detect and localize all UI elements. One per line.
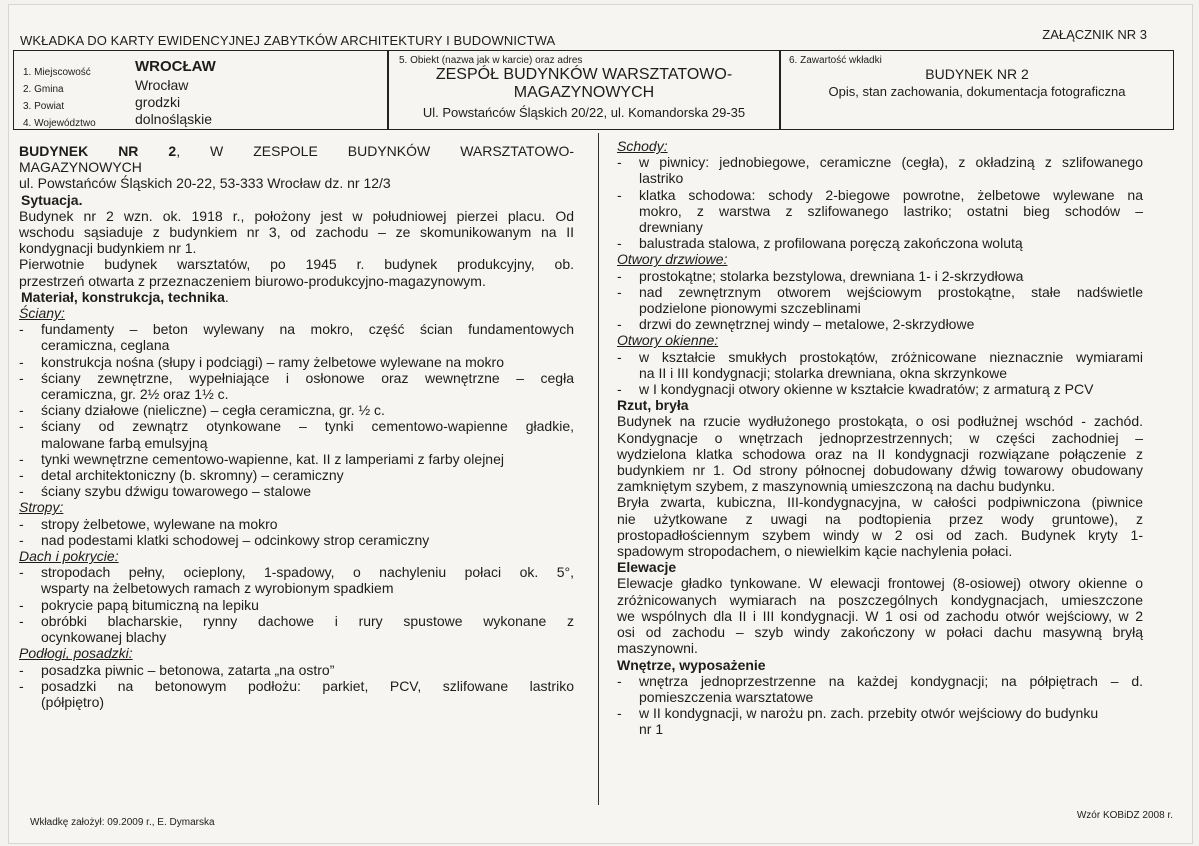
list-item: - obróbki blacharskie, rynny dachowe i rury spustowe wykonane z (19, 612, 574, 629)
sytuacja-line: przestrzeń otwarta z przeznaczeniem biurowo-produkcyjno-magazynowym. (19, 272, 486, 289)
drzwi-heading: Otwory drzwiowe: (617, 251, 728, 268)
material-heading: Materiał, konstrukcja, technika (21, 288, 225, 305)
list-item: - nad zewnętrznym otworem wejściowym prostokątne, stałe nadświetle (617, 283, 1143, 300)
rzut-line: budynkiem nr 1. Od strony północnej dobudowany dźwig towarowy obudowany (617, 462, 1143, 479)
stropy-heading: Stropy: (19, 499, 64, 516)
wojewodztwo-value: dolnośląskie (135, 111, 213, 127)
list-item: - w piwnicy: jednobiegowe, ceramiczne (cegła), z okładziną z szlifowanego (617, 154, 1143, 171)
building-title-line2: MAGAZYNOWYCH (19, 159, 142, 176)
wojewodztwo-label: 4. Województwo (23, 118, 96, 129)
elewacje-line: zróżnicowanych wymiarach na poszczególnych kondygnacjach, umieszczone (617, 591, 1143, 608)
list-item: - detal architektoniczny (b. skromny) – ceramiczny (19, 467, 344, 484)
list-item-cont: wsparty na żelbetowych ramach z wyrobionym spadkiem (41, 580, 394, 597)
list-item-cont: malowane farbą emulsyjną (41, 434, 208, 451)
list-item-cont: ocynkowanej blachy (41, 629, 167, 646)
gmina-label: 2. Gmina (23, 84, 64, 95)
list-item: - w II kondygnacji, w narożu pn. zach. przebity otwór wejściowy do budynku (617, 705, 1099, 722)
elewacje-line: we wspólnych dla II i III kondygnacji. W 1 osi od zachodu otwór wejściowy, w 2 (617, 607, 1143, 624)
list-item-cont: ceramiczna, gr. 2½ oraz 1½ c. (41, 386, 229, 403)
rzut-line: Kondygnacje o wnętrzach jednoprzestrzennych; w części zachodniej – (617, 429, 1143, 446)
list-item: - stropodach pełny, ocieplony, 1-spadowy, o nachyleniu połaci ok. 5°, (19, 564, 574, 581)
powiat-value: grodzki (135, 94, 181, 110)
list-item: - fundamenty – beton wylewany na mokro, część ścian fundamentowych (19, 321, 574, 338)
document-title: WKŁADKA DO KARTY EWIDENCYJNEJ ZABYTKÓW ARCHITEKTURY I BUDOWNICTWA (20, 33, 556, 48)
object-name-line1: ZESPÓŁ BUDYNKÓW WARSZTATOWO- (435, 66, 733, 83)
rzut-line: wydzielona klatka schodowa oraz na II kondygnacji rozwiązane połączenie z (617, 445, 1143, 462)
list-item: - w kształcie smukłych prostokątów, zróżnicowane nieznacznie wymiarami (617, 348, 1143, 365)
elewacje-line: Elewacje gładko tynkowane. W elewacji frontowej (8-osiowej) otwory okienne o (617, 575, 1143, 592)
rzut-line: spadowym stropodachem, o niewielkim kącie nachylenia połaci. (617, 543, 1013, 560)
list-item: - ściany szybu dźwigu towarowego – stalowe (19, 483, 312, 500)
rzut-line: zamkniętym szybem, z maszynownią umieszczoną na dachu budynku. (617, 478, 1056, 495)
rzut-line: Budynek na rzucie wydłużonego prostokąta, o osi podłużnej wschód - zachód. (617, 413, 1143, 430)
list-item: - wnętrza jednoprzestrzenne na każdej kondygnacji; na półpiętrach – d. (617, 672, 1143, 689)
list-item: - konstrukcja nośna (słupy i podciągi) – ramy żelbetowe wylewane na mokro (19, 353, 504, 370)
list-item-cont: podzielone pionowymi szczeblinami (639, 300, 861, 317)
list-item: - drzwi do zewnętrznej windy – metalowe, 2-skrzydłowe (617, 316, 975, 333)
material-heading-dot: . (224, 288, 229, 305)
location-box (13, 50, 388, 130)
dach-heading: Dach i pokrycie: (19, 548, 119, 565)
rzut-line: Bryła zwarta, kubiczna, III-kondygnacyjna, w całości podpiwniczona (piwnice (617, 494, 1143, 511)
list-item-cont: nr 1 (639, 721, 664, 738)
list-item-cont: mokro, z warstwa z szlifowanego lastriko; ostatni bieg schodów – (639, 202, 1143, 219)
list-item: - w I kondygnacji otwory okienne w kształcie kwadratów; z armaturą z PCV (617, 381, 1094, 398)
object-address: Ul. Powstańców Śląskich 20/22, ul. Komandorska 29-35 (422, 105, 746, 120)
building-title (19, 143, 574, 159)
object-name-line2: MAGAZYNOWYCH (513, 84, 655, 101)
sytuacja-heading: Sytuacja. (21, 191, 83, 208)
okna-heading: Otwory okienne: (617, 332, 719, 349)
building-title-bold: BUDYNEK NR 2 (19, 143, 177, 159)
schody-heading: Schody: (617, 138, 668, 154)
object-label: 5. Obiekt (nazwa jak w karcie) oraz adres (399, 55, 583, 66)
miejscowosc-label: 1. Miejscowość (23, 67, 91, 78)
contents-box (780, 50, 1174, 130)
miejscowosc-value: WROCŁAW (135, 58, 216, 75)
list-item-cont: lastriko (639, 170, 684, 187)
attachment-number: ZAŁĄCZNIK NR 3 (1042, 27, 1147, 42)
list-item-cont: ceramiczna, ceglana (41, 337, 170, 354)
list-item: - ściany od zewnątrz otynkowane – tynki cementowo-wapienne gładkie, (19, 418, 574, 435)
list-item: - pokrycie papą bitumiczną na lepiku (19, 596, 259, 613)
list-item-cont: (półpiętro) (41, 693, 105, 710)
material-heading-row (19, 289, 574, 305)
building-address: ul. Powstańców Śląskich 20-22, 53-333 Wrocław dz. nr 12/3 (19, 175, 391, 192)
list-item: - posadzki na betonowym podłożu: parkiet, PCV, szlifowane lastriko (19, 677, 574, 694)
sciany-heading: Ściany: (19, 305, 65, 322)
list-item: - stropy żelbetowe, wylewane na mokro (19, 515, 278, 532)
list-item: - tynki wewnętrzne cementowo-wapienne, kat. II z lamperiami z farby olejnej (19, 450, 504, 467)
list-item: - klatka schodowa: schody 2-biegowe powrotne, żelbetowe wylewane na (617, 186, 1143, 203)
powiat-label: 3. Powiat (23, 101, 65, 112)
wnetrze-heading: Wnętrze, wyposażenie (617, 656, 766, 673)
left-column (19, 143, 574, 710)
sytuacja-line: kondygnacji budynkiem nr 1. (19, 240, 197, 257)
list-item-cont: drewniany (639, 219, 703, 236)
footer-template: Wzór KOBiDZ 2008 r. (1076, 810, 1173, 821)
contents-subtitle: Opis, stan zachowania, dokumentacja fotograficzna (828, 84, 1126, 99)
list-item: - ściany działowe (nieliczne) – cegła ceramiczna, gr. ½ c. (19, 402, 385, 419)
list-item-cont: na II i III kondygnacji; stolarka drewniana, okna skrzynkowe (639, 364, 1008, 381)
rzut-heading: Rzut, bryła (617, 397, 689, 414)
right-column (617, 138, 1143, 738)
podlogi-heading: Podłogi, posadzki: (19, 645, 133, 662)
sytuacja-line: Pierwotnie budynek warsztatów, po 1945 r. budynek produkcyjny, ob. (19, 256, 574, 273)
list-item: - ściany zewnętrzne, wypełniające i osłonowe oraz wewnętrzne – cegła (19, 369, 574, 386)
contents-label: 6. Zawartość wkładki (789, 55, 882, 66)
contents-title: BUDYNEK NR 2 (925, 66, 1029, 82)
elewacje-heading: Elewacje (617, 559, 677, 576)
list-item: - posadzka piwnic – betonowa, zatarta „na ostro” (19, 661, 335, 678)
list-item-cont: pomieszczenia warsztatowe (639, 688, 814, 705)
list-item: - balustrada stalowa, z profilowana poręczą zakończona wolutą (617, 235, 1023, 252)
elewacje-line: maszynowni. (617, 640, 698, 657)
column-divider (598, 133, 599, 805)
sytuacja-line: Budynek nr 2 wzn. ok. 1918 r., położony jest w południowej pierzei placu. Od (19, 207, 574, 224)
object-box (388, 50, 780, 130)
gmina-value: Wrocław (135, 77, 189, 93)
list-item: - prostokątne; stolarka bezstylowa, drewniana 1- i 2-skrzydłowa (617, 267, 1024, 284)
elewacje-line: osi od zachodu – szyb windy zakończony w połaci dachu masywną bryłą (617, 624, 1143, 641)
building-title-rest: , W ZESPOLE BUDYNKÓW WARSZTATOWO- (176, 143, 574, 159)
rzut-line: prostopadłościennym szybem windy w 2 osi od zach. Budynek kryty 1- (617, 526, 1143, 543)
sytuacja-line: wschodu sąsiaduje z budynkiem nr 3, od zachodu – ze skomunikowanym na II (19, 224, 574, 241)
rzut-line: nie użytkowane z uwagi na podtopienia przez wody gruntowe), z (617, 510, 1143, 527)
footer-author: Wkładkę założył: 09.2009 r., E. Dymarska (30, 817, 215, 828)
list-item: - nad podestami klatki schodowej – odcinkowy strop ceramiczny (19, 531, 430, 548)
